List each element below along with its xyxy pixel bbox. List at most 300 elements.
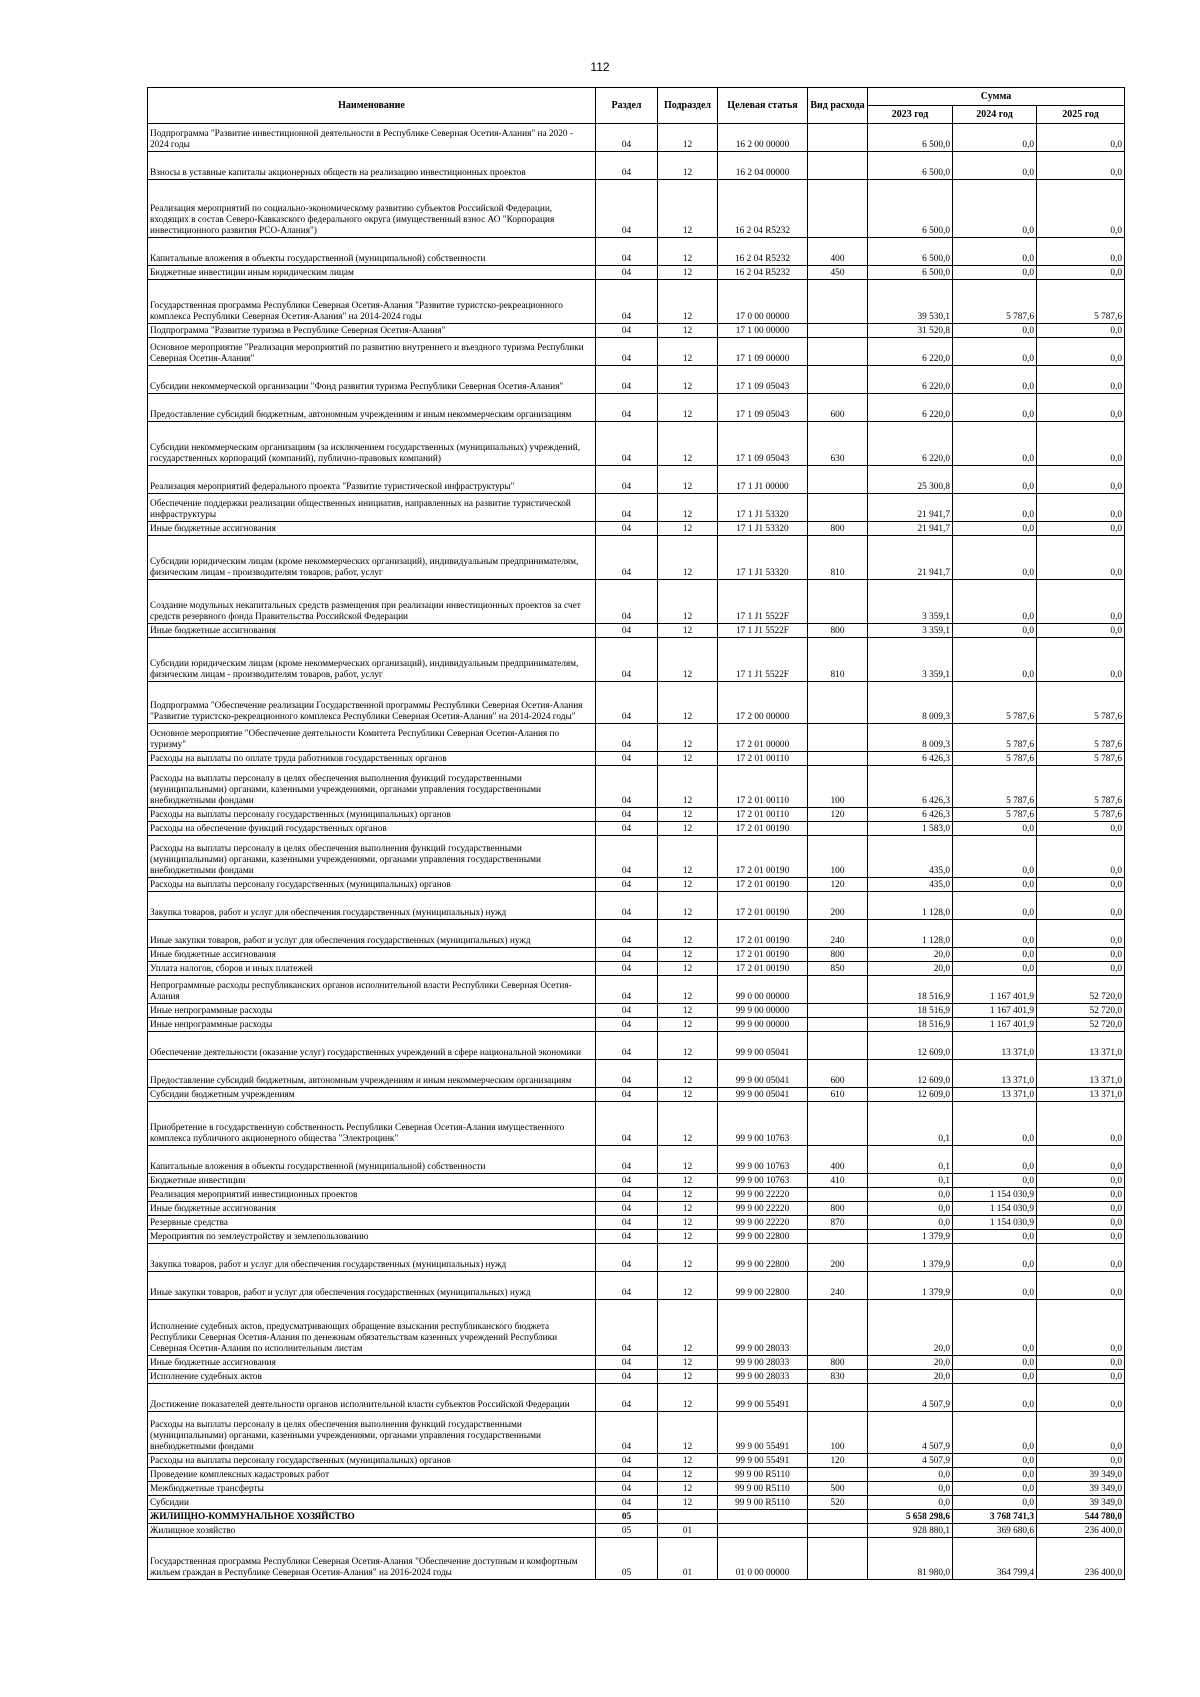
cell-2024: 0,0 bbox=[953, 836, 1037, 878]
cell-razdel: 04 bbox=[596, 836, 658, 878]
cell-podrazdel: 12 bbox=[658, 976, 718, 1004]
cell-celevaya: 99 9 00 55491 bbox=[718, 1412, 808, 1454]
table-row bbox=[148, 580, 1125, 624]
cell-podrazdel: 12 bbox=[658, 920, 718, 948]
cell-vid bbox=[808, 1538, 868, 1580]
cell-vid: 200 bbox=[808, 892, 868, 920]
cell-2025: 0,0 bbox=[1037, 1244, 1125, 1272]
cell-2023: 6 220,0 bbox=[868, 366, 953, 394]
cell-name: Предоставление субсидий бюджетным, автономным учреждениям и иным некоммерческим организациям bbox=[148, 394, 596, 422]
cell-name: Расходы на выплаты персоналу государственных (муниципальных) органов bbox=[148, 1454, 596, 1468]
cell-celevaya: 16 2 04 R5232 bbox=[718, 266, 808, 280]
cell-razdel: 04 bbox=[596, 1454, 658, 1468]
cell-name: Основное мероприятие "Обеспечение деятельности Комитета Республики Северная Осетия-Алания по туризму" bbox=[148, 724, 596, 752]
cell-vid bbox=[808, 152, 868, 180]
cell-vid: 520 bbox=[808, 1496, 868, 1510]
cell-podrazdel: 12 bbox=[658, 1454, 718, 1468]
page-number: 112 bbox=[590, 60, 610, 74]
table-row bbox=[148, 752, 1125, 766]
cell-razdel: 04 bbox=[596, 124, 658, 152]
cell-vid: 120 bbox=[808, 1454, 868, 1468]
cell-razdel: 04 bbox=[596, 1216, 658, 1230]
cell-celevaya: 99 9 00 05041 bbox=[718, 1060, 808, 1088]
cell-razdel: 04 bbox=[596, 580, 658, 624]
cell-2025: 0,0 bbox=[1037, 1216, 1125, 1230]
cell-celevaya: 99 9 00 28033 bbox=[718, 1370, 808, 1384]
cell-celevaya: 99 9 00 22800 bbox=[718, 1244, 808, 1272]
cell-podrazdel: 12 bbox=[658, 724, 718, 752]
cell-name: Достижение показателей деятельности органов исполнительной власти субъектов Российской Федерации bbox=[148, 1384, 596, 1412]
cell-podrazdel: 12 bbox=[658, 1174, 718, 1188]
cell-name: Иные непрограммные расходы bbox=[148, 1018, 596, 1032]
cell-2023: 25 300,8 bbox=[868, 466, 953, 494]
cell-2025: 236 400,0 bbox=[1037, 1524, 1125, 1538]
cell-2024: 0,0 bbox=[953, 1412, 1037, 1454]
cell-podrazdel: 12 bbox=[658, 682, 718, 724]
cell-2024: 0,0 bbox=[953, 1300, 1037, 1356]
cell-2023: 12 609,0 bbox=[868, 1060, 953, 1088]
table-row bbox=[148, 366, 1125, 394]
cell-2024: 0,0 bbox=[953, 822, 1037, 836]
table-row bbox=[148, 1272, 1125, 1300]
cell-celevaya: 99 9 00 22220 bbox=[718, 1202, 808, 1216]
cell-razdel: 04 bbox=[596, 1032, 658, 1060]
cell-2025: 0,0 bbox=[1037, 1146, 1125, 1174]
cell-2024: 0,0 bbox=[953, 878, 1037, 892]
cell-vid: 630 bbox=[808, 422, 868, 466]
cell-name: Реализация мероприятий федерального проекта "Развитие туристической инфраструктуры" bbox=[148, 466, 596, 494]
cell-2023: 81 980,0 bbox=[868, 1538, 953, 1580]
cell-name: Жилищное хозяйство bbox=[148, 1524, 596, 1538]
cell-2024: 13 371,0 bbox=[953, 1060, 1037, 1088]
cell-name: Исполнение судебных актов bbox=[148, 1370, 596, 1384]
cell-podrazdel: 12 bbox=[658, 1244, 718, 1272]
cell-razdel: 04 bbox=[596, 1496, 658, 1510]
cell-podrazdel: 12 bbox=[658, 366, 718, 394]
table-row bbox=[148, 1146, 1125, 1174]
cell-2025: 0,0 bbox=[1037, 1300, 1125, 1356]
cell-2024: 0,0 bbox=[953, 238, 1037, 266]
cell-2024: 0,0 bbox=[953, 152, 1037, 180]
cell-vid bbox=[808, 1004, 868, 1018]
cell-2024: 0,0 bbox=[953, 324, 1037, 338]
table-row bbox=[148, 1102, 1125, 1146]
cell-name: Расходы на выплаты персоналу государственных (муниципальных) органов bbox=[148, 878, 596, 892]
cell-razdel: 04 bbox=[596, 1482, 658, 1496]
header-summa: Сумма bbox=[868, 88, 1125, 106]
cell-vid bbox=[808, 1468, 868, 1482]
cell-2025: 0,0 bbox=[1037, 822, 1125, 836]
cell-2025: 0,0 bbox=[1037, 624, 1125, 638]
cell-celevaya: 99 9 00 55491 bbox=[718, 1384, 808, 1412]
cell-vid bbox=[808, 1102, 868, 1146]
table-row bbox=[148, 878, 1125, 892]
cell-celevaya: 99 0 00 00000 bbox=[718, 976, 808, 1004]
cell-name: Иные бюджетные ассигнования bbox=[148, 1202, 596, 1216]
cell-razdel: 04 bbox=[596, 624, 658, 638]
cell-celevaya: 17 1 J1 5522F bbox=[718, 624, 808, 638]
cell-name: Капитальные вложения в объекты государственной (муниципальной) собственности bbox=[148, 238, 596, 266]
cell-2025: 39 349,0 bbox=[1037, 1482, 1125, 1496]
cell-celevaya: 17 1 J1 00000 bbox=[718, 466, 808, 494]
table-row bbox=[148, 1230, 1125, 1244]
cell-vid: 500 bbox=[808, 1482, 868, 1496]
cell-2024: 1 167 401,9 bbox=[953, 976, 1037, 1004]
cell-2024: 5 787,6 bbox=[953, 682, 1037, 724]
cell-razdel: 04 bbox=[596, 180, 658, 238]
cell-podrazdel: 12 bbox=[658, 878, 718, 892]
cell-podrazdel: 12 bbox=[658, 1202, 718, 1216]
table-row bbox=[148, 1032, 1125, 1060]
cell-2024: 0,0 bbox=[953, 266, 1037, 280]
cell-name: Основное мероприятие "Реализация мероприятий по развитию внутреннего и въездного туризма Республики Северная Осетия-Алания" bbox=[148, 338, 596, 366]
cell-2025: 0,0 bbox=[1037, 920, 1125, 948]
cell-podrazdel: 12 bbox=[658, 394, 718, 422]
cell-vid: 800 bbox=[808, 1356, 868, 1370]
cell-razdel: 05 bbox=[596, 1524, 658, 1538]
cell-name: Бюджетные инвестиции bbox=[148, 1174, 596, 1188]
cell-2024: 5 787,6 bbox=[953, 752, 1037, 766]
table-row bbox=[148, 1088, 1125, 1102]
cell-2023: 20,0 bbox=[868, 1356, 953, 1370]
cell-razdel: 04 bbox=[596, 878, 658, 892]
cell-podrazdel: 12 bbox=[658, 1188, 718, 1202]
cell-2023: 5 658 298,6 bbox=[868, 1510, 953, 1524]
table-row bbox=[148, 1482, 1125, 1496]
cell-razdel: 04 bbox=[596, 1230, 658, 1244]
cell-razdel: 04 bbox=[596, 1102, 658, 1146]
cell-name: Межбюджетные трансферты bbox=[148, 1482, 596, 1496]
cell-2023: 6 426,3 bbox=[868, 808, 953, 822]
cell-podrazdel: 12 bbox=[658, 836, 718, 878]
cell-podrazdel: 12 bbox=[658, 1004, 718, 1018]
cell-podrazdel: 12 bbox=[658, 266, 718, 280]
cell-vid bbox=[808, 1018, 868, 1032]
cell-2023: 0,0 bbox=[868, 1482, 953, 1496]
cell-name: Проведение комплексных кадастровых работ bbox=[148, 1468, 596, 1482]
cell-celevaya: 17 1 J1 53320 bbox=[718, 522, 808, 536]
cell-2023: 21 941,7 bbox=[868, 522, 953, 536]
cell-celevaya: 99 9 00 R5110 bbox=[718, 1468, 808, 1482]
cell-2023: 6 500,0 bbox=[868, 152, 953, 180]
cell-vid: 100 bbox=[808, 836, 868, 878]
table-row bbox=[148, 638, 1125, 682]
cell-name: Расходы на выплаты персоналу в целях обеспечения выполнения функций государственными (муниципальными) органами, казенными учреждениями, органами управления государственными внебюджетными фондами bbox=[148, 766, 596, 808]
cell-2025: 0,0 bbox=[1037, 878, 1125, 892]
cell-razdel: 04 bbox=[596, 1060, 658, 1088]
cell-2025: 13 371,0 bbox=[1037, 1088, 1125, 1102]
cell-celevaya: 17 2 01 00190 bbox=[718, 948, 808, 962]
cell-celevaya bbox=[718, 1510, 808, 1524]
cell-vid: 800 bbox=[808, 948, 868, 962]
cell-razdel: 04 bbox=[596, 752, 658, 766]
header-2024: 2024 год bbox=[953, 106, 1037, 124]
cell-name: Субсидии bbox=[148, 1496, 596, 1510]
cell-2024: 1 167 401,9 bbox=[953, 1018, 1037, 1032]
cell-2024: 0,0 bbox=[953, 1384, 1037, 1412]
cell-2023: 0,0 bbox=[868, 1216, 953, 1230]
cell-2023: 6 500,0 bbox=[868, 180, 953, 238]
cell-vid: 240 bbox=[808, 1272, 868, 1300]
cell-name: Исполнение судебных актов, предусматривающих обращение взыскания республиканского бюджета Республики Северная Осетия-Алания по денежным обязательствам казенных учреждений Республики Северная Осетия-Алания по исполнительным листам bbox=[148, 1300, 596, 1356]
cell-2025: 0,0 bbox=[1037, 1230, 1125, 1244]
cell-razdel: 04 bbox=[596, 536, 658, 580]
budget-table bbox=[147, 87, 1125, 1580]
cell-vid: 450 bbox=[808, 266, 868, 280]
cell-razdel: 04 bbox=[596, 522, 658, 536]
cell-name: Капитальные вложения в объекты государственной (муниципальной) собственности bbox=[148, 1146, 596, 1174]
cell-name: Субсидии юридическим лицам (кроме некоммерческих организаций), индивидуальным предпринимателям, физическим лицам - производителям товаров, работ, услуг bbox=[148, 536, 596, 580]
header-celevaya: Целевая статья bbox=[718, 88, 808, 124]
cell-2023: 435,0 bbox=[868, 878, 953, 892]
cell-razdel: 04 bbox=[596, 1384, 658, 1412]
table-row bbox=[148, 422, 1125, 466]
cell-podrazdel: 12 bbox=[658, 1384, 718, 1412]
cell-2024: 0,0 bbox=[953, 338, 1037, 366]
cell-2024: 0,0 bbox=[953, 366, 1037, 394]
cell-vid bbox=[808, 366, 868, 394]
table-row bbox=[148, 724, 1125, 752]
cell-2023: 4 507,9 bbox=[868, 1384, 953, 1412]
cell-podrazdel: 12 bbox=[658, 822, 718, 836]
cell-2025: 0,0 bbox=[1037, 124, 1125, 152]
cell-2024: 0,0 bbox=[953, 624, 1037, 638]
cell-celevaya: 17 2 01 00110 bbox=[718, 766, 808, 808]
table-row bbox=[148, 280, 1125, 324]
cell-razdel: 04 bbox=[596, 280, 658, 324]
header-vid: Вид расхода bbox=[808, 88, 868, 124]
table-row bbox=[148, 1510, 1125, 1524]
cell-celevaya: 16 2 00 00000 bbox=[718, 124, 808, 152]
cell-podrazdel: 12 bbox=[658, 1412, 718, 1454]
cell-celevaya: 99 9 00 10763 bbox=[718, 1102, 808, 1146]
cell-vid: 800 bbox=[808, 1202, 868, 1216]
cell-vid bbox=[808, 280, 868, 324]
table-row bbox=[148, 338, 1125, 366]
cell-2025: 0,0 bbox=[1037, 494, 1125, 522]
cell-vid: 200 bbox=[808, 1244, 868, 1272]
cell-razdel: 04 bbox=[596, 976, 658, 1004]
cell-2024: 0,0 bbox=[953, 1244, 1037, 1272]
cell-podrazdel: 12 bbox=[658, 1370, 718, 1384]
cell-2025: 52 720,0 bbox=[1037, 976, 1125, 1004]
cell-celevaya: 17 2 01 00190 bbox=[718, 836, 808, 878]
cell-razdel: 04 bbox=[596, 766, 658, 808]
cell-2024: 0,0 bbox=[953, 1454, 1037, 1468]
cell-2023: 3 359,1 bbox=[868, 580, 953, 624]
cell-2023: 1 379,9 bbox=[868, 1272, 953, 1300]
table-row bbox=[148, 1454, 1125, 1468]
cell-2023: 8 009,3 bbox=[868, 682, 953, 724]
cell-2023: 6 220,0 bbox=[868, 422, 953, 466]
table-row bbox=[148, 1202, 1125, 1216]
cell-podrazdel: 12 bbox=[658, 494, 718, 522]
cell-2023: 12 609,0 bbox=[868, 1088, 953, 1102]
cell-celevaya: 99 9 00 00000 bbox=[718, 1018, 808, 1032]
cell-2023: 6 220,0 bbox=[868, 394, 953, 422]
cell-vid: 610 bbox=[808, 1088, 868, 1102]
cell-razdel: 04 bbox=[596, 822, 658, 836]
cell-razdel: 04 bbox=[596, 948, 658, 962]
cell-vid bbox=[808, 1188, 868, 1202]
cell-2025: 0,0 bbox=[1037, 580, 1125, 624]
cell-podrazdel: 12 bbox=[658, 422, 718, 466]
cell-podrazdel: 12 bbox=[658, 1272, 718, 1300]
cell-2024: 0,0 bbox=[953, 962, 1037, 976]
cell-razdel: 04 bbox=[596, 238, 658, 266]
cell-vid bbox=[808, 580, 868, 624]
table-row bbox=[148, 976, 1125, 1004]
cell-2025: 0,0 bbox=[1037, 238, 1125, 266]
cell-razdel: 04 bbox=[596, 1146, 658, 1174]
cell-2023: 1 128,0 bbox=[868, 920, 953, 948]
table-row bbox=[148, 324, 1125, 338]
cell-podrazdel: 12 bbox=[658, 624, 718, 638]
cell-name: Закупка товаров, работ и услуг для обеспечения государственных (муниципальных) нужд bbox=[148, 892, 596, 920]
table-row bbox=[148, 394, 1125, 422]
cell-name: Бюджетные инвестиции иным юридическим лицам bbox=[148, 266, 596, 280]
cell-razdel: 04 bbox=[596, 1004, 658, 1018]
cell-vid bbox=[808, 324, 868, 338]
cell-razdel: 04 bbox=[596, 962, 658, 976]
cell-name: Иные бюджетные ассигнования bbox=[148, 624, 596, 638]
cell-podrazdel bbox=[658, 1510, 718, 1524]
cell-celevaya: 17 1 09 05043 bbox=[718, 422, 808, 466]
cell-name: Создание модульных некапитальных средств размещения при реализации инвестиционных проектов за счет средств резервного фонда Правительства Российской Федерации bbox=[148, 580, 596, 624]
table-row bbox=[148, 624, 1125, 638]
cell-2024: 0,0 bbox=[953, 948, 1037, 962]
cell-celevaya: 99 9 00 28033 bbox=[718, 1300, 808, 1356]
cell-podrazdel: 01 bbox=[658, 1538, 718, 1580]
cell-2024: 1 154 030,9 bbox=[953, 1216, 1037, 1230]
cell-name: Обеспечение деятельности (оказание услуг) государственных учреждений в сфере национальной экономики bbox=[148, 1032, 596, 1060]
cell-celevaya: 17 1 00 00000 bbox=[718, 324, 808, 338]
table-row bbox=[148, 152, 1125, 180]
cell-2023: 435,0 bbox=[868, 836, 953, 878]
cell-2024: 0,0 bbox=[953, 1102, 1037, 1146]
cell-celevaya: 17 1 J1 5522F bbox=[718, 638, 808, 682]
cell-razdel: 04 bbox=[596, 394, 658, 422]
cell-2025: 0,0 bbox=[1037, 152, 1125, 180]
cell-podrazdel: 12 bbox=[658, 892, 718, 920]
cell-2025: 5 787,6 bbox=[1037, 766, 1125, 808]
cell-razdel: 04 bbox=[596, 422, 658, 466]
cell-celevaya: 99 9 00 22220 bbox=[718, 1188, 808, 1202]
header-2023: 2023 год bbox=[868, 106, 953, 124]
cell-name: ЖИЛИЩНО-КОММУНАЛЬНОЕ ХОЗЯЙСТВО bbox=[148, 1510, 596, 1524]
cell-name: Расходы на выплаты персоналу государственных (муниципальных) органов bbox=[148, 808, 596, 822]
cell-2023: 1 379,9 bbox=[868, 1230, 953, 1244]
cell-2024: 369 680,6 bbox=[953, 1524, 1037, 1538]
cell-2023: 20,0 bbox=[868, 1300, 953, 1356]
cell-vid: 810 bbox=[808, 638, 868, 682]
cell-2025: 39 349,0 bbox=[1037, 1468, 1125, 1482]
cell-2024: 0,0 bbox=[953, 638, 1037, 682]
cell-celevaya: 99 9 00 28033 bbox=[718, 1356, 808, 1370]
cell-celevaya: 17 1 09 05043 bbox=[718, 394, 808, 422]
cell-podrazdel: 12 bbox=[658, 238, 718, 266]
table-row bbox=[148, 1188, 1125, 1202]
cell-vid bbox=[808, 1524, 868, 1538]
cell-2024: 5 787,6 bbox=[953, 280, 1037, 324]
cell-vid bbox=[808, 124, 868, 152]
cell-razdel: 04 bbox=[596, 724, 658, 752]
cell-2023: 6 220,0 bbox=[868, 338, 953, 366]
cell-2024: 0,0 bbox=[953, 1496, 1037, 1510]
cell-2025: 0,0 bbox=[1037, 1272, 1125, 1300]
cell-celevaya: 17 2 01 00190 bbox=[718, 878, 808, 892]
header-2025: 2025 год bbox=[1037, 106, 1125, 124]
cell-celevaya: 17 1 J1 5522F bbox=[718, 580, 808, 624]
table-row bbox=[148, 808, 1125, 822]
cell-2025: 0,0 bbox=[1037, 324, 1125, 338]
cell-celevaya: 99 9 00 22800 bbox=[718, 1230, 808, 1244]
cell-2025: 13 371,0 bbox=[1037, 1060, 1125, 1088]
cell-razdel: 04 bbox=[596, 682, 658, 724]
cell-vid: 400 bbox=[808, 238, 868, 266]
cell-name: Мероприятия по землеустройству и землепользованию bbox=[148, 1230, 596, 1244]
cell-2023: 21 941,7 bbox=[868, 536, 953, 580]
table-row bbox=[148, 466, 1125, 494]
cell-celevaya: 17 2 01 00190 bbox=[718, 892, 808, 920]
cell-2025: 0,0 bbox=[1037, 1384, 1125, 1412]
cell-2024: 0,0 bbox=[953, 394, 1037, 422]
cell-podrazdel: 12 bbox=[658, 536, 718, 580]
table-row bbox=[148, 1300, 1125, 1356]
cell-2023: 31 520,8 bbox=[868, 324, 953, 338]
cell-razdel: 04 bbox=[596, 1018, 658, 1032]
cell-2025: 13 371,0 bbox=[1037, 1032, 1125, 1060]
table-row bbox=[148, 962, 1125, 976]
cell-celevaya: 99 9 00 10763 bbox=[718, 1174, 808, 1188]
cell-vid bbox=[808, 494, 868, 522]
table-row bbox=[148, 1496, 1125, 1510]
cell-vid bbox=[808, 180, 868, 238]
cell-celevaya: 17 2 01 00110 bbox=[718, 808, 808, 822]
cell-celevaya: 99 9 00 22800 bbox=[718, 1272, 808, 1300]
cell-podrazdel: 12 bbox=[658, 1088, 718, 1102]
cell-name: Расходы на выплаты персоналу в целях обеспечения выполнения функций государственными (муниципальными) органами, казенными учреждениями, органами управления государственными внебюджетными фондами bbox=[148, 1412, 596, 1454]
cell-razdel: 04 bbox=[596, 892, 658, 920]
cell-podrazdel: 12 bbox=[658, 1216, 718, 1230]
cell-podrazdel: 12 bbox=[658, 180, 718, 238]
cell-2023: 0,0 bbox=[868, 1496, 953, 1510]
cell-vid: 800 bbox=[808, 522, 868, 536]
cell-podrazdel: 12 bbox=[658, 522, 718, 536]
cell-name: Иные бюджетные ассигнования bbox=[148, 948, 596, 962]
cell-vid: 120 bbox=[808, 808, 868, 822]
cell-2024: 0,0 bbox=[953, 180, 1037, 238]
cell-podrazdel: 12 bbox=[658, 752, 718, 766]
cell-name: Государственная программа Республики Северная Осетия-Алания "Развитие туристско-рекреационного комплекса Республики Северная Осетия-Алания" на 2014-2024 годы bbox=[148, 280, 596, 324]
table-row bbox=[148, 522, 1125, 536]
cell-razdel: 04 bbox=[596, 920, 658, 948]
cell-podrazdel: 12 bbox=[658, 280, 718, 324]
cell-vid: 100 bbox=[808, 766, 868, 808]
cell-name: Реализация мероприятий по социально-экономическому развитию субъектов Российской Федерации, входящих в состав Северо-Кавказского федерального округа (имущественный взнос АО "Корпорация инвестиционного развития РСО-Алания") bbox=[148, 180, 596, 238]
cell-vid bbox=[808, 1032, 868, 1060]
cell-vid: 800 bbox=[808, 624, 868, 638]
cell-celevaya bbox=[718, 1524, 808, 1538]
cell-name: Субсидии некоммерческим организациям (за исключением государственных (муниципальных) учреждений, государственных корпораций (компаний), публично-правовых компаний) bbox=[148, 422, 596, 466]
cell-celevaya: 16 2 04 R5232 bbox=[718, 238, 808, 266]
cell-razdel: 04 bbox=[596, 466, 658, 494]
cell-name: Предоставление субсидий бюджетным, автономным учреждениям и иным некоммерческим организациям bbox=[148, 1060, 596, 1088]
table-row bbox=[148, 124, 1125, 152]
cell-vid bbox=[808, 1384, 868, 1412]
cell-2023: 0,0 bbox=[868, 1202, 953, 1216]
table-row bbox=[148, 948, 1125, 962]
